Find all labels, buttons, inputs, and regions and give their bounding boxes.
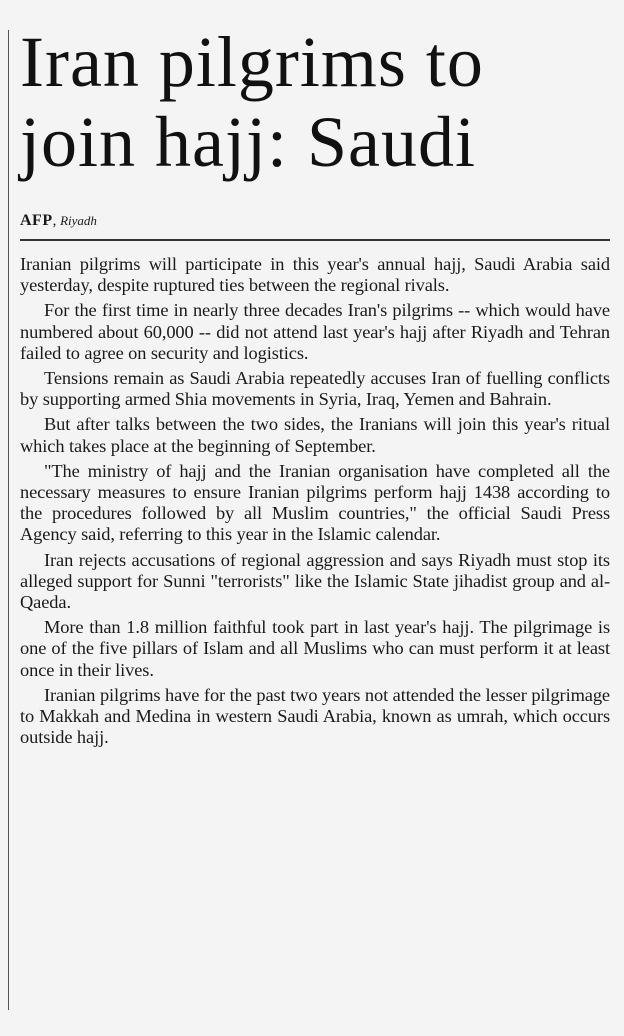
headline-line-1: Iran pilgrims to — [20, 22, 484, 102]
paragraph-3: Tensions remain as Saudi Arabia repeatedly accuses Iran of fuelling conflicts by supporting armed Shia movements in Syria, Iraq, Yemen and Bahrain. — [20, 368, 610, 410]
paragraph-5: "The ministry of hajj and the Iranian organisation have completed all the necessary measures to ensure Iranian pilgrims perform hajj 1438 according to the procedures followed by all Muslim countries," the official Saudi Press Agency said, referring to this year in the Islamic calendar. — [20, 460, 610, 545]
headline — [20, 22, 610, 182]
paragraph-7: More than 1.8 million faithful took part in last year's hajj. The pilgrimage is one of the five pillars of Islam and all Muslims who can must perform it at least once in their lives. — [20, 617, 610, 680]
paragraph-4: But after talks between the two sides, the Iranians will join this year's ritual which takes place at the beginning of September. — [20, 414, 610, 456]
headline-line-2: join hajj: Saudi — [20, 102, 476, 182]
byline — [20, 212, 97, 230]
byline-separator: , — [52, 213, 61, 229]
byline-rule — [20, 239, 610, 241]
paragraph-1: Iranian pilgrims will participate in this year's annual hajj, Saudi Arabia said yesterday, despite ruptured ties between the regional rivals. — [20, 254, 610, 296]
byline-agency: AFP — [20, 212, 53, 229]
byline-location: Riyadh — [60, 213, 97, 228]
paragraph-8: Iranian pilgrims have for the past two years not attended the lesser pilgrimage to Makkah and Medina in western Saudi Arabia, known as umrah, which occurs outside hajj. — [20, 684, 610, 748]
paragraph-6: Iran rejects accusations of regional aggression and says Riyadh must stop its alleged support for Sunni "terrorists" like the Islamic State jihadist group and al-Qaeda. — [20, 549, 610, 613]
article-body — [20, 254, 610, 752]
column-divider — [8, 30, 9, 1010]
paragraph-2: For the first time in nearly three decades Iran's pilgrims -- which would have numbered about 60,000 -- did not attend last year's hajj after Riyadh and Tehran failed to agree on security and logistics. — [20, 300, 610, 363]
